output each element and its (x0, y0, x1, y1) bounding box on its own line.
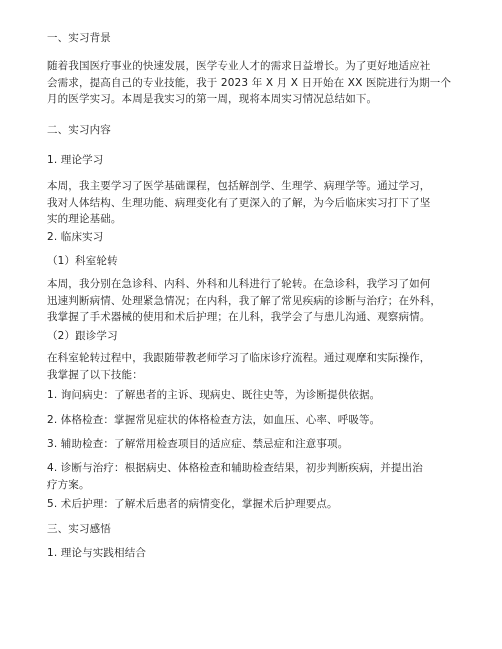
paragraph-line: 本周，我主要学习了医学基础课程，包括解剖学、生理学、病理学等。通过学习， (47, 180, 431, 192)
paragraph-line: 我对人体结构、生理功能、病理变化有了更深入的了解，为今后临床实习打下了坚 (47, 196, 431, 209)
skill-item: 5. 术后护理：了解术后患者的病情变化，掌握术后护理要点。 (47, 498, 338, 510)
paragraph-line: 4. 诊断与治疗：根据病史、体格检查和辅助检查结果，初步判断疾病，并提出治 (47, 462, 423, 474)
paragraph-line: 随着我国医疗事业的快速发展，医学专业人才的需求日益增长。为了更好地适应社 (47, 60, 431, 72)
reflection-item-heading: 1. 理论与实践相结合 (47, 547, 147, 559)
section-heading-background: 一、实习背景 (47, 32, 111, 44)
skill-item: 1. 询问病史：了解患者的主诉、现病史、既往史等，为诊断提供依据。 (47, 389, 381, 401)
paragraph-line: 疗方案。 (47, 478, 90, 491)
paragraph-line: 实的理论基础。 (47, 213, 122, 225)
skill-item: 2. 体格检查：掌握常见症状的体格检查方法，如血压、心率、呼吸等。 (47, 414, 381, 426)
skill-item-diagnosis (47, 460, 459, 493)
paragraph-line: 月的医学实习。本周是我实习的第一周，现将本周实习情况总结如下。 (47, 93, 378, 105)
shadowing-paragraph (47, 350, 459, 383)
background-paragraph (47, 58, 459, 108)
sub-heading-rotation: （1）科室轮转 (47, 255, 118, 267)
item-heading-clinical: 2. 临床实习 (47, 231, 104, 243)
paragraph-line: 本周，我分别在急诊科、内科、外科和儿科进行了轮转。在急诊科，我学习了如何 (47, 278, 431, 290)
paragraph-line: 我掌握了手术器械的使用和术后护理；在儿科，我学会了与患儿沟通、观察病情。 (47, 311, 431, 323)
paragraph-line: 迅速判断病情、处理紧急情况；在内科，我了解了常见疾病的诊断与治疗；在外科， (47, 294, 442, 307)
paragraph-line: 在科室轮转过程中，我跟随带教老师学习了临床诊疗流程。通过观摩和实际操作， (47, 352, 431, 364)
rotation-paragraph (47, 276, 459, 326)
section-heading-reflection: 三、实习感悟 (47, 523, 111, 535)
theory-paragraph (47, 178, 459, 228)
paragraph-line: 会需求，提高自己的专业技能，我于 2023 年 X 月 X 日开始在 XX 医院进行为期一个 (47, 76, 452, 89)
sub-heading-shadowing: （2）跟诊学习 (47, 330, 118, 342)
section-heading-content: 二、实习内容 (47, 124, 111, 136)
skill-item: 3. 辅助检查：了解常用检查项目的适应症、禁忌症和注意事项。 (47, 438, 349, 450)
item-heading-theory: 1. 理论学习 (47, 154, 104, 166)
paragraph-line: 我掌握了以下技能： (47, 368, 143, 381)
